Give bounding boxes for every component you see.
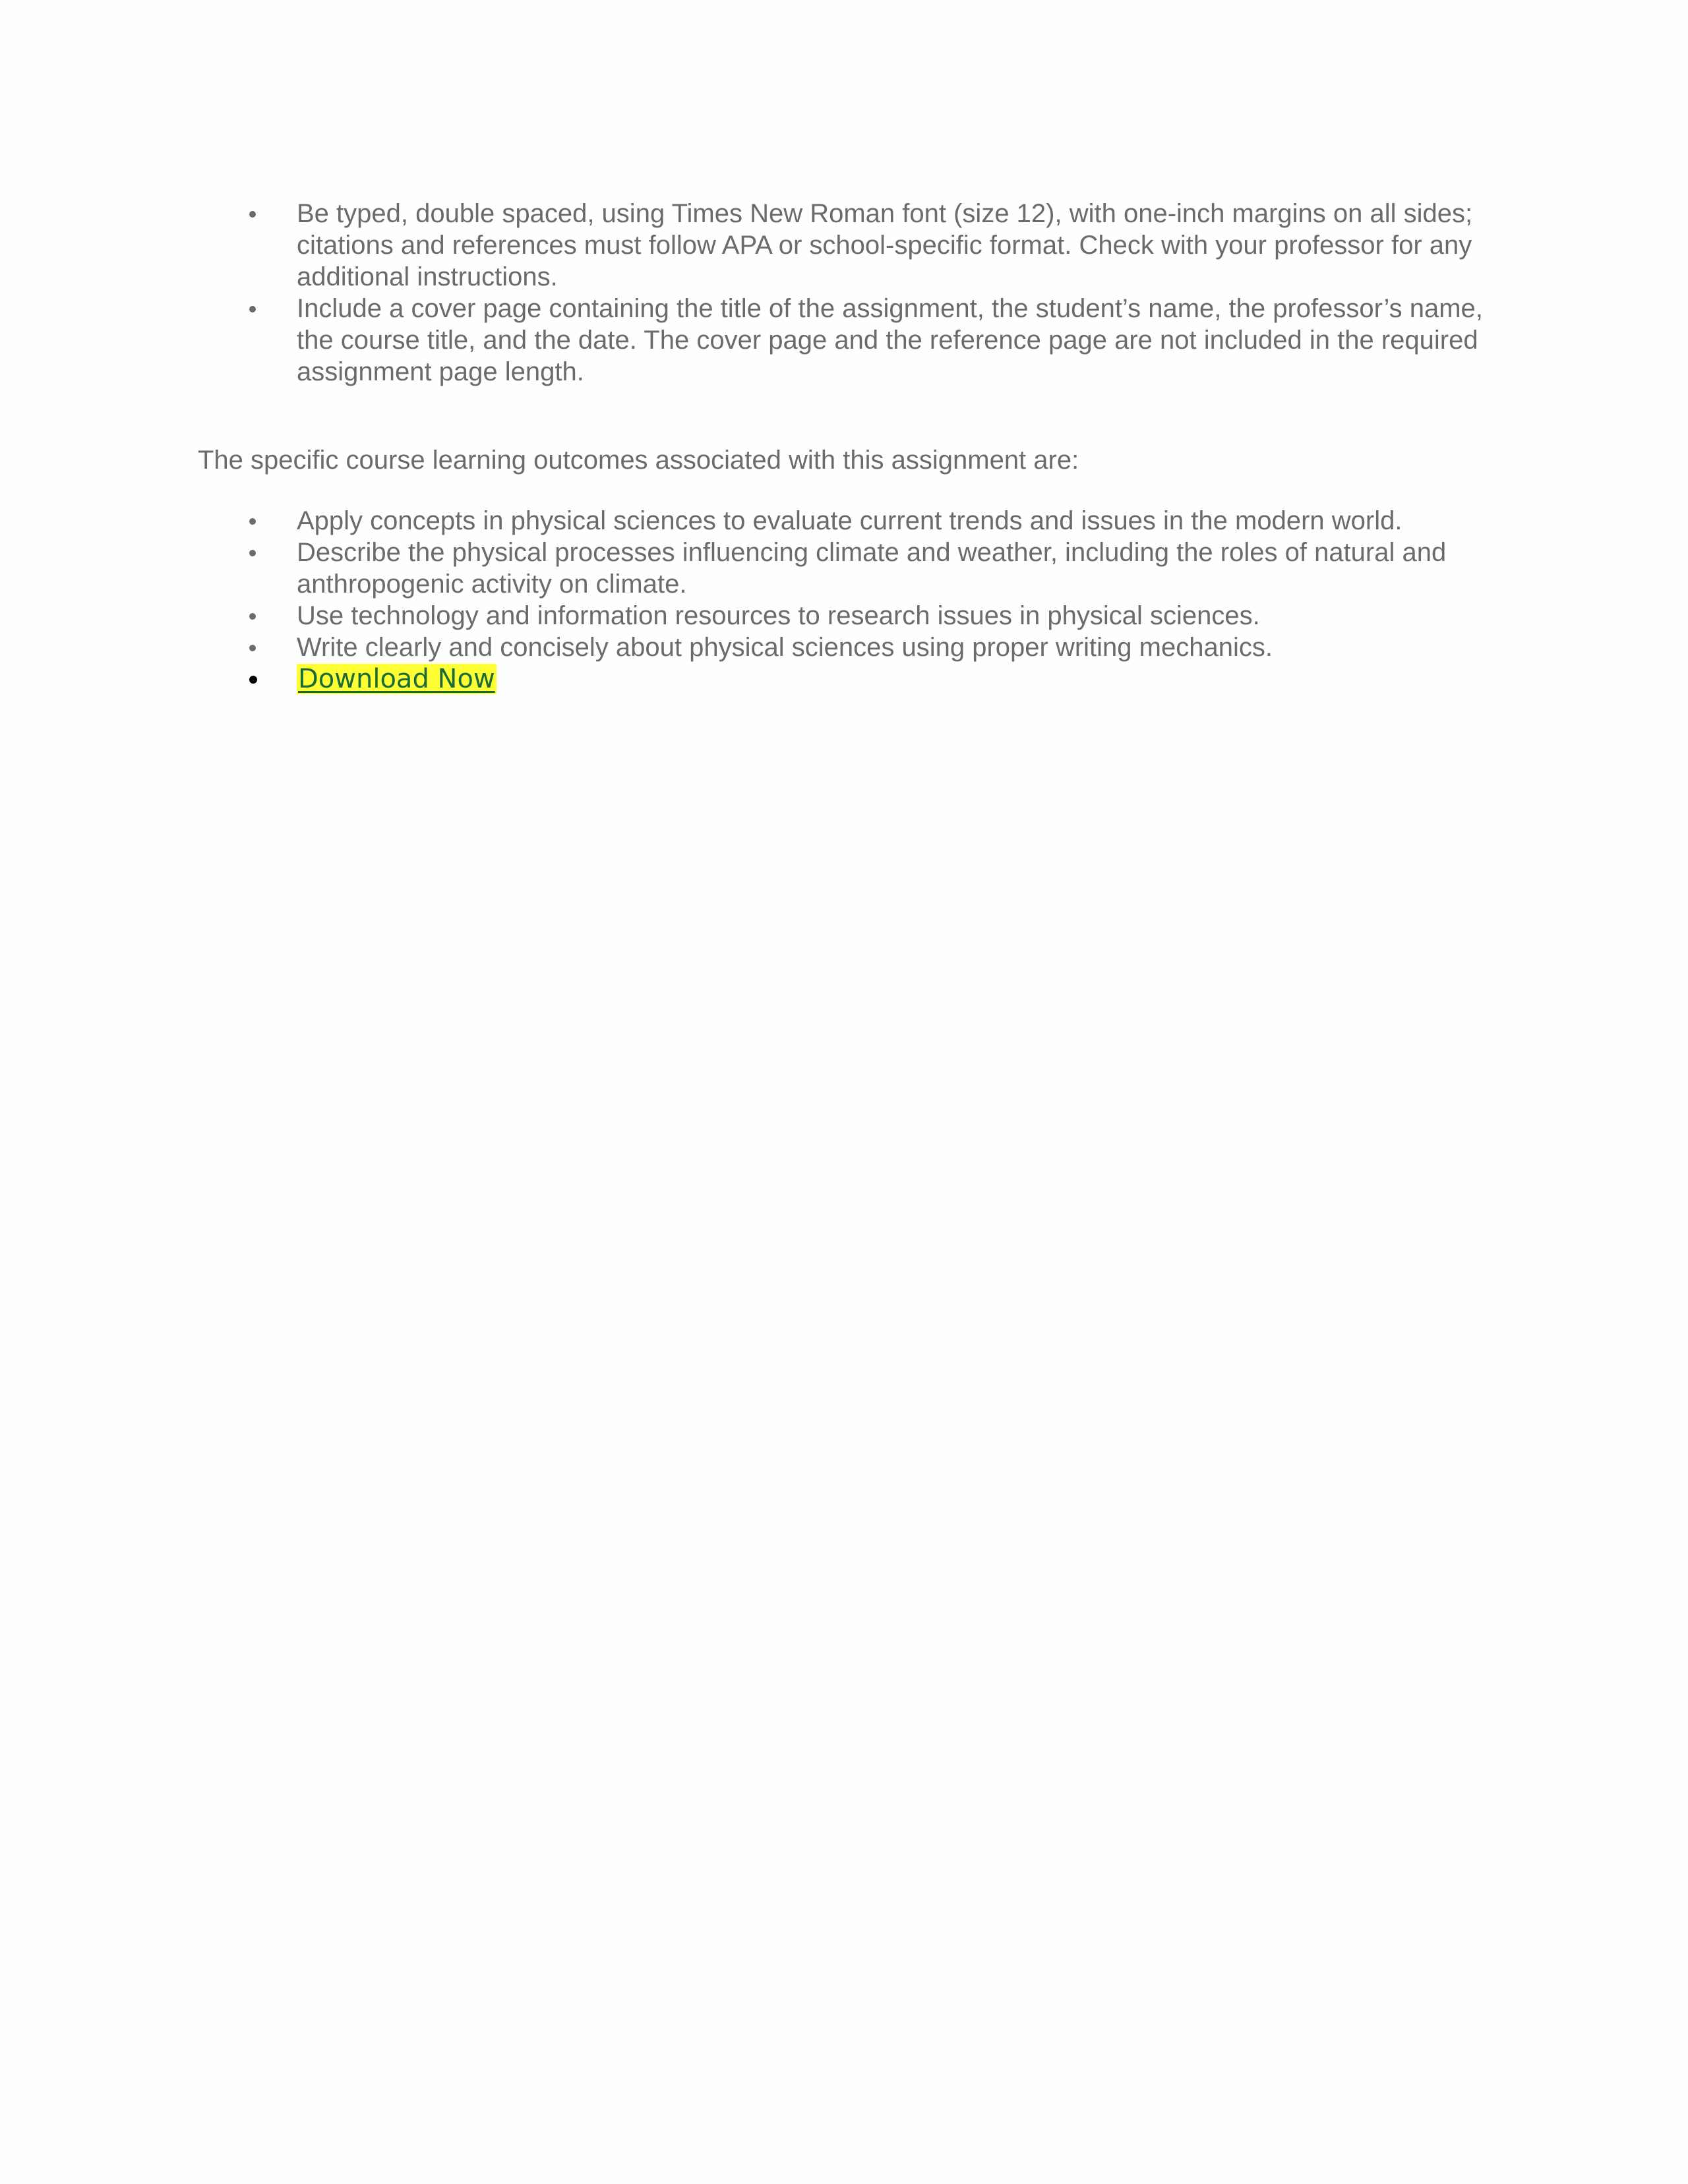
list-item-text: Include a cover page containing the title of the assignment, the student’s name, the professor’s name, the course title, and the date. The cover page and the reference page are not included in the required assignment page length. xyxy=(297,294,1483,386)
bullet-icon xyxy=(249,676,257,684)
download-list-item xyxy=(198,663,1490,695)
list-item xyxy=(198,600,1490,632)
list-item-text: Write clearly and concisely about physical sciences using proper writing mechanics. xyxy=(297,633,1273,662)
list-item xyxy=(198,537,1490,600)
bullet-icon xyxy=(249,306,256,312)
list-item-text: Apply concepts in physical sciences to evaluate current trends and issues in the modern world. xyxy=(297,506,1402,535)
learning-outcomes-list xyxy=(198,505,1490,695)
list-item xyxy=(198,293,1490,388)
format-requirements-list xyxy=(198,198,1490,388)
bullet-icon xyxy=(249,518,256,525)
bullet-icon xyxy=(249,645,256,651)
list-item xyxy=(198,632,1490,663)
list-item xyxy=(198,198,1490,293)
document-content xyxy=(198,198,1490,695)
bullet-icon xyxy=(249,550,256,556)
bullet-icon xyxy=(249,613,256,620)
download-now-link[interactable]: Download Now xyxy=(298,664,495,694)
list-item xyxy=(198,505,1490,537)
outcomes-intro: The specific course learning outcomes associated with this assignment are: xyxy=(198,446,1079,475)
list-item-text: Use technology and information resources to research issues in physical sciences. xyxy=(297,601,1260,630)
list-item-text: Be typed, double spaced, using Times New Roman font (size 12), with one-inch margins on all sides; citations and references must follow APA or school-specific format. Check with your professor for any additional instructions. xyxy=(297,199,1473,291)
list-item-text: Describe the physical processes influencing climate and weather, including the roles of natural and anthropogenic activity on climate. xyxy=(297,538,1447,599)
bullet-icon xyxy=(249,211,256,218)
